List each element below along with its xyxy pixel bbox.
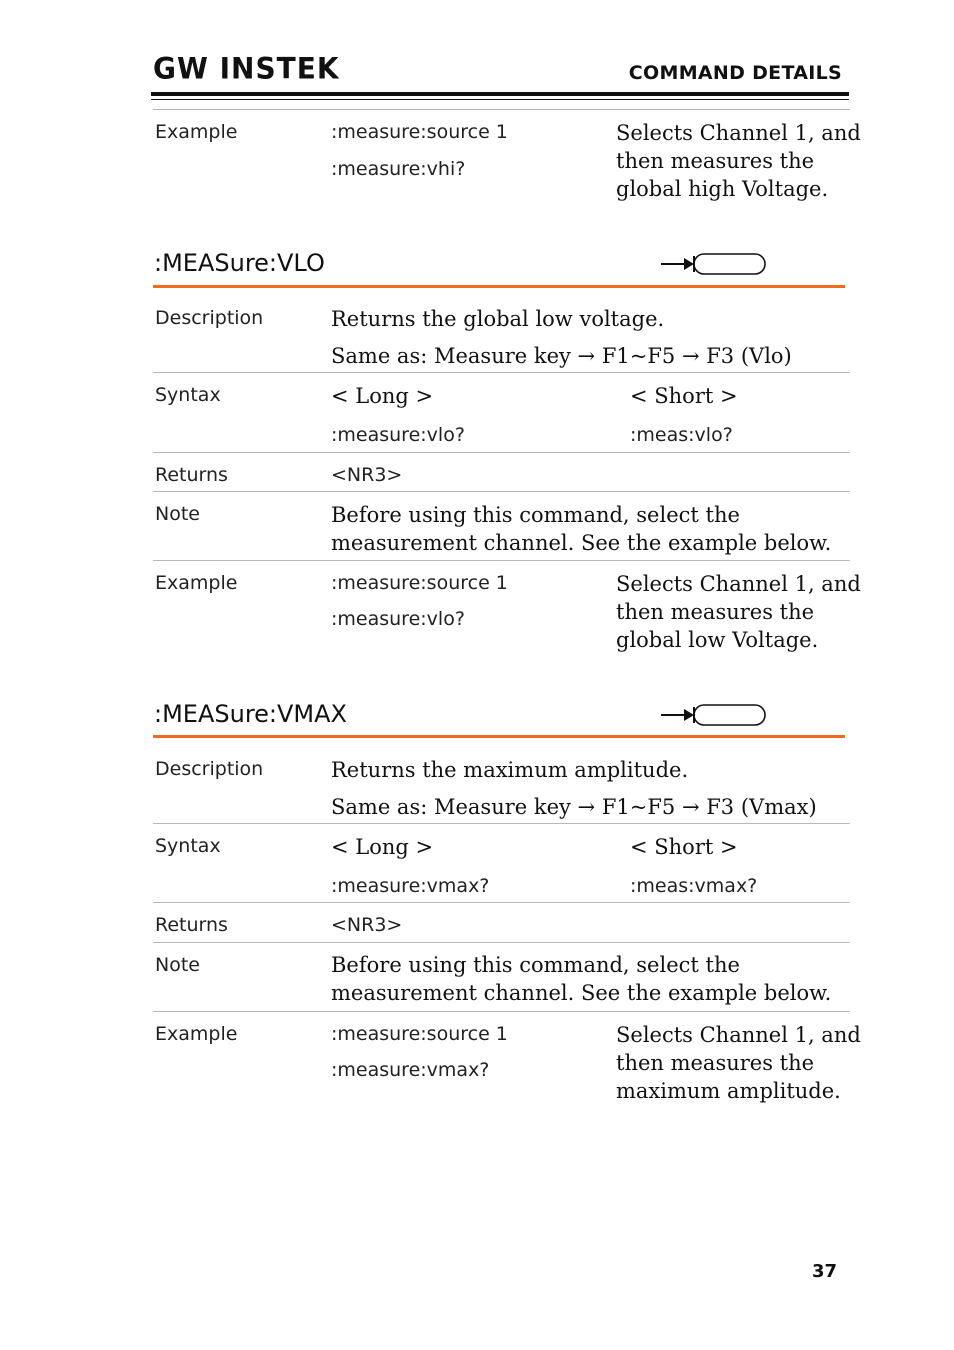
returns-value: <NR3> [331, 914, 403, 936]
syntax-short-header: < Short > [630, 384, 738, 408]
divider [153, 942, 850, 943]
divider [153, 902, 850, 903]
command-title-vmax: :MEASure:VMAX [154, 700, 347, 728]
description-text: Returns the global low voltage. [331, 307, 665, 331]
brand-logo: GW INSTEK [153, 51, 340, 86]
note-text [331, 951, 831, 1007]
example-description [616, 570, 861, 654]
returns-value: <NR3> [331, 464, 403, 486]
syntax-long-header: < Long > [331, 384, 434, 408]
example-description-line: global high Voltage. [616, 177, 829, 201]
note-line: Before using this command, select the [331, 953, 740, 977]
example-description-line: maximum amplitude. [616, 1079, 841, 1103]
example-command-2: :measure:vmax? [331, 1059, 490, 1081]
example-description-line: Selects Channel 1, and [616, 572, 861, 596]
example-description-line: Selects Channel 1, and [616, 1023, 861, 1047]
description-label: Description [155, 758, 264, 780]
divider [153, 372, 850, 373]
description-label: Description [155, 307, 264, 329]
divider [153, 452, 850, 453]
example-command-1: :measure:source 1 [331, 572, 508, 594]
example-command-1: :measure:source 1 [331, 121, 508, 143]
example-description [616, 1021, 861, 1105]
example-description-line: then measures the [616, 1051, 815, 1075]
example-description-line: then measures the [616, 600, 815, 624]
description-same-as: Same as: Measure key → F1~F5 → F3 (Vlo) [331, 344, 792, 368]
description-text: Returns the maximum amplitude. [331, 758, 689, 782]
syntax-label: Syntax [155, 835, 221, 857]
syntax-label: Syntax [155, 384, 221, 406]
description-same-as: Same as: Measure key → F1~F5 → F3 (Vmax) [331, 795, 817, 819]
returns-label: Returns [155, 464, 228, 486]
divider [153, 823, 850, 824]
note-label: Note [155, 503, 200, 525]
divider [153, 491, 850, 492]
page-number: 37 [812, 1261, 838, 1282]
syntax-long-command: :measure:vmax? [331, 875, 490, 897]
syntax-short-command: :meas:vlo? [630, 424, 733, 446]
example-command-2: :measure:vhi? [331, 158, 466, 180]
example-description [616, 119, 861, 203]
syntax-long-command: :measure:vlo? [331, 424, 465, 446]
command-title-vlo: :MEASure:VLO [154, 249, 325, 277]
note-label: Note [155, 954, 200, 976]
example-description-line: Selects Channel 1, and [616, 121, 861, 145]
note-line: Before using this command, select the [331, 503, 740, 527]
section-rule [153, 285, 845, 288]
syntax-long-header: < Long > [331, 835, 434, 859]
header-rule [151, 92, 849, 96]
divider [153, 1011, 850, 1012]
section-rule [153, 735, 845, 738]
syntax-short-header: < Short > [630, 835, 738, 859]
example-label: Example [155, 1023, 238, 1045]
example-label: Example [155, 121, 238, 143]
example-description-line: global low Voltage. [616, 628, 819, 652]
example-command-2: :measure:vlo? [331, 608, 465, 630]
divider [153, 560, 850, 561]
example-description-line: then measures the [616, 149, 815, 173]
note-text [331, 501, 831, 557]
note-line: measurement channel. See the example below. [331, 981, 832, 1005]
divider [153, 109, 850, 110]
note-line: measurement channel. See the example below. [331, 531, 832, 555]
header-rule-thin [151, 99, 849, 100]
running-header: COMMAND DETAILS [628, 62, 842, 84]
example-command-1: :measure:source 1 [331, 1023, 508, 1045]
syntax-short-command: :meas:vmax? [630, 875, 758, 897]
query-arrow-icon [660, 252, 766, 276]
example-label: Example [155, 572, 238, 594]
query-arrow-icon [660, 703, 766, 727]
returns-label: Returns [155, 914, 228, 936]
